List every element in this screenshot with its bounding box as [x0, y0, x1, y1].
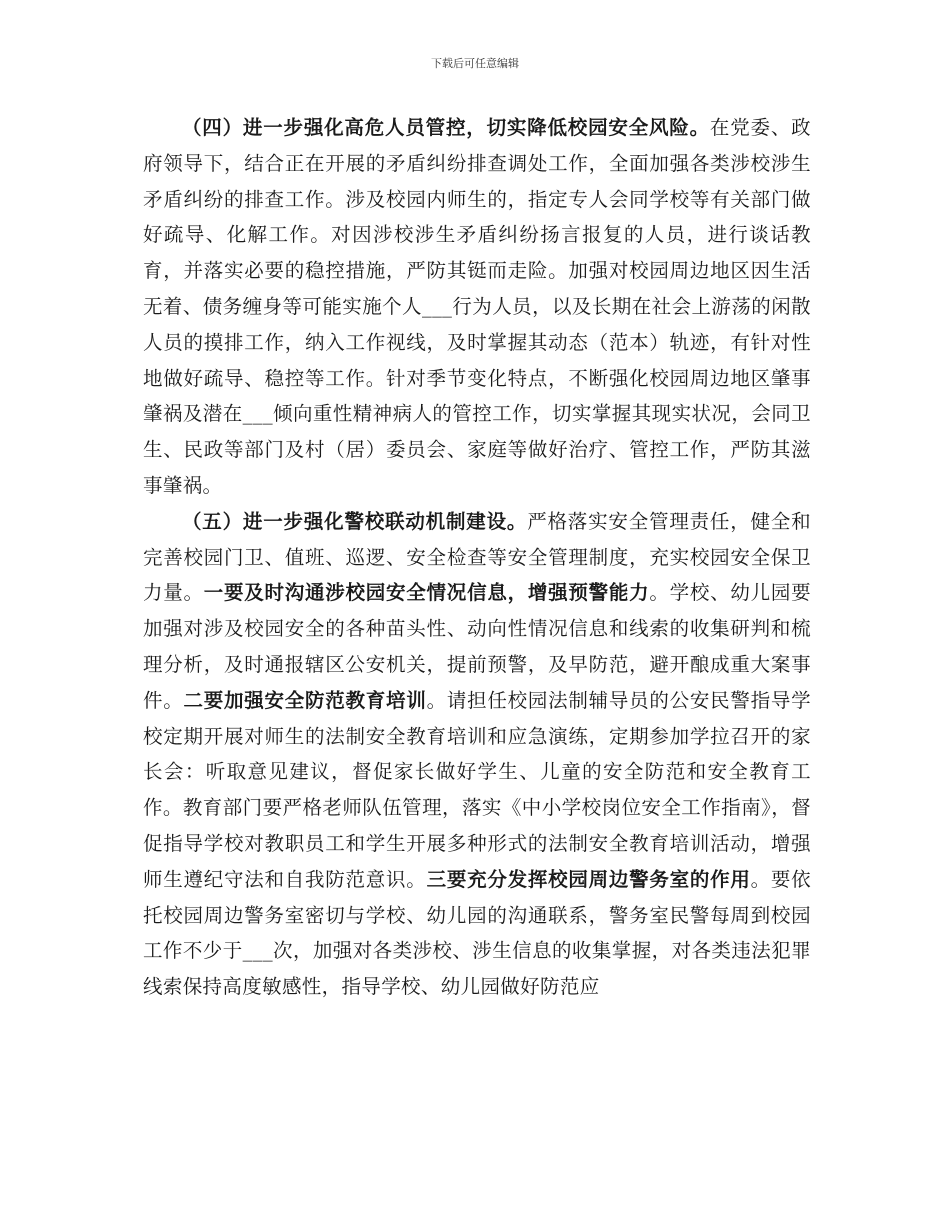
section-5-point-2-body: 。请担任校园法制辅导员的公安民警指导学校定期开展对师生的法制安全教育培训和应急演练，定期参加学拉召开的家长会：听取意见建议，督促家长做好学生、儿童的安全防范和安全教育工作。教育部门要严格老师队伍管理，落实《中小学校岗位安全工作指南》，督促指导学校对教职员工和学生开展多种形式的法制安全教育培训活动，增强师生遵纪守法和自我防范意识。 [143, 688, 812, 891]
section-5-point-3-body: 。要依托校园周边警务室密切与学校、幼儿园的沟通联系，警务室民警每周到校园工作不少于___次，加强对各类涉校、涉生信息的收集掌握，对各类违法犯罪线索保持高度敏感性，指导学校、幼儿园做好防范应 [143, 867, 811, 999]
paragraph-section-5 [143, 504, 811, 1005]
paragraph-section-4 [143, 110, 811, 504]
section-5-point-1-body: 。学校、幼儿园要加强对涉及校园安全的各种苗头性、动向性情况信息和线索的收集研判和梳理分析，及时通报辖区公安机关，提前预警，及早防范，避开酿成重大案事件。 [143, 581, 811, 712]
section-5-intro: 严格落实安全管理责任，健全和完善校园门卫、值班、巡逻、安全检查等安全管理制度，充实校园安全保卫力量。 [143, 509, 811, 605]
section-5-heading: （五）进一步强化警校联动机制建设。 [182, 509, 528, 533]
section-5-point-2-heading: 二要加强安全防范教育培训 [183, 688, 427, 712]
header-note: 下载后可任意编辑 [431, 57, 519, 70]
section-4-body: 在党委、政府领导下，结合正在开展的矛盾纠纷排查调处工作，全面加强各类涉校涉生矛盾纠纷的排查工作。涉及校园内师生的，指定专人会同学校等有关部门做好疏导、化解工作。对因涉校涉生矛盾纠纷扬言报复的人员，进行谈话教育，并落实必要的稳控措施，严防其铤而走险。加强对校园周边地区因生活无着、债务缠身等可能实施个人___行为人员，以及长期在社会上游荡的闲散人员的摸排工作，纳入工作视线，及时掌握其动态（范本）轨迹，有针对性地做好疏导、稳控等工作。针对季节变化特点，不断强化校园周边地区肇事肇祸及潜在___倾向重性精神病人的管控工作，切实掌握其现实状况，会同卫生、民政等部门及村（居）委员会、家庭等做好治疗、管控工作，严防其滋事肇祸。 [143, 116, 811, 497]
section-5-point-3-heading: 三要充分发挥校园周边警务室的作用 [426, 867, 751, 891]
document-body [143, 110, 811, 1005]
section-4-heading: （四）进一步强化高危人员管控，切实降低校园安全风险。 [182, 116, 710, 139]
section-5-point-1-heading: 一要及时沟通涉校园安全情况信息，增强预警能力 [203, 581, 650, 605]
